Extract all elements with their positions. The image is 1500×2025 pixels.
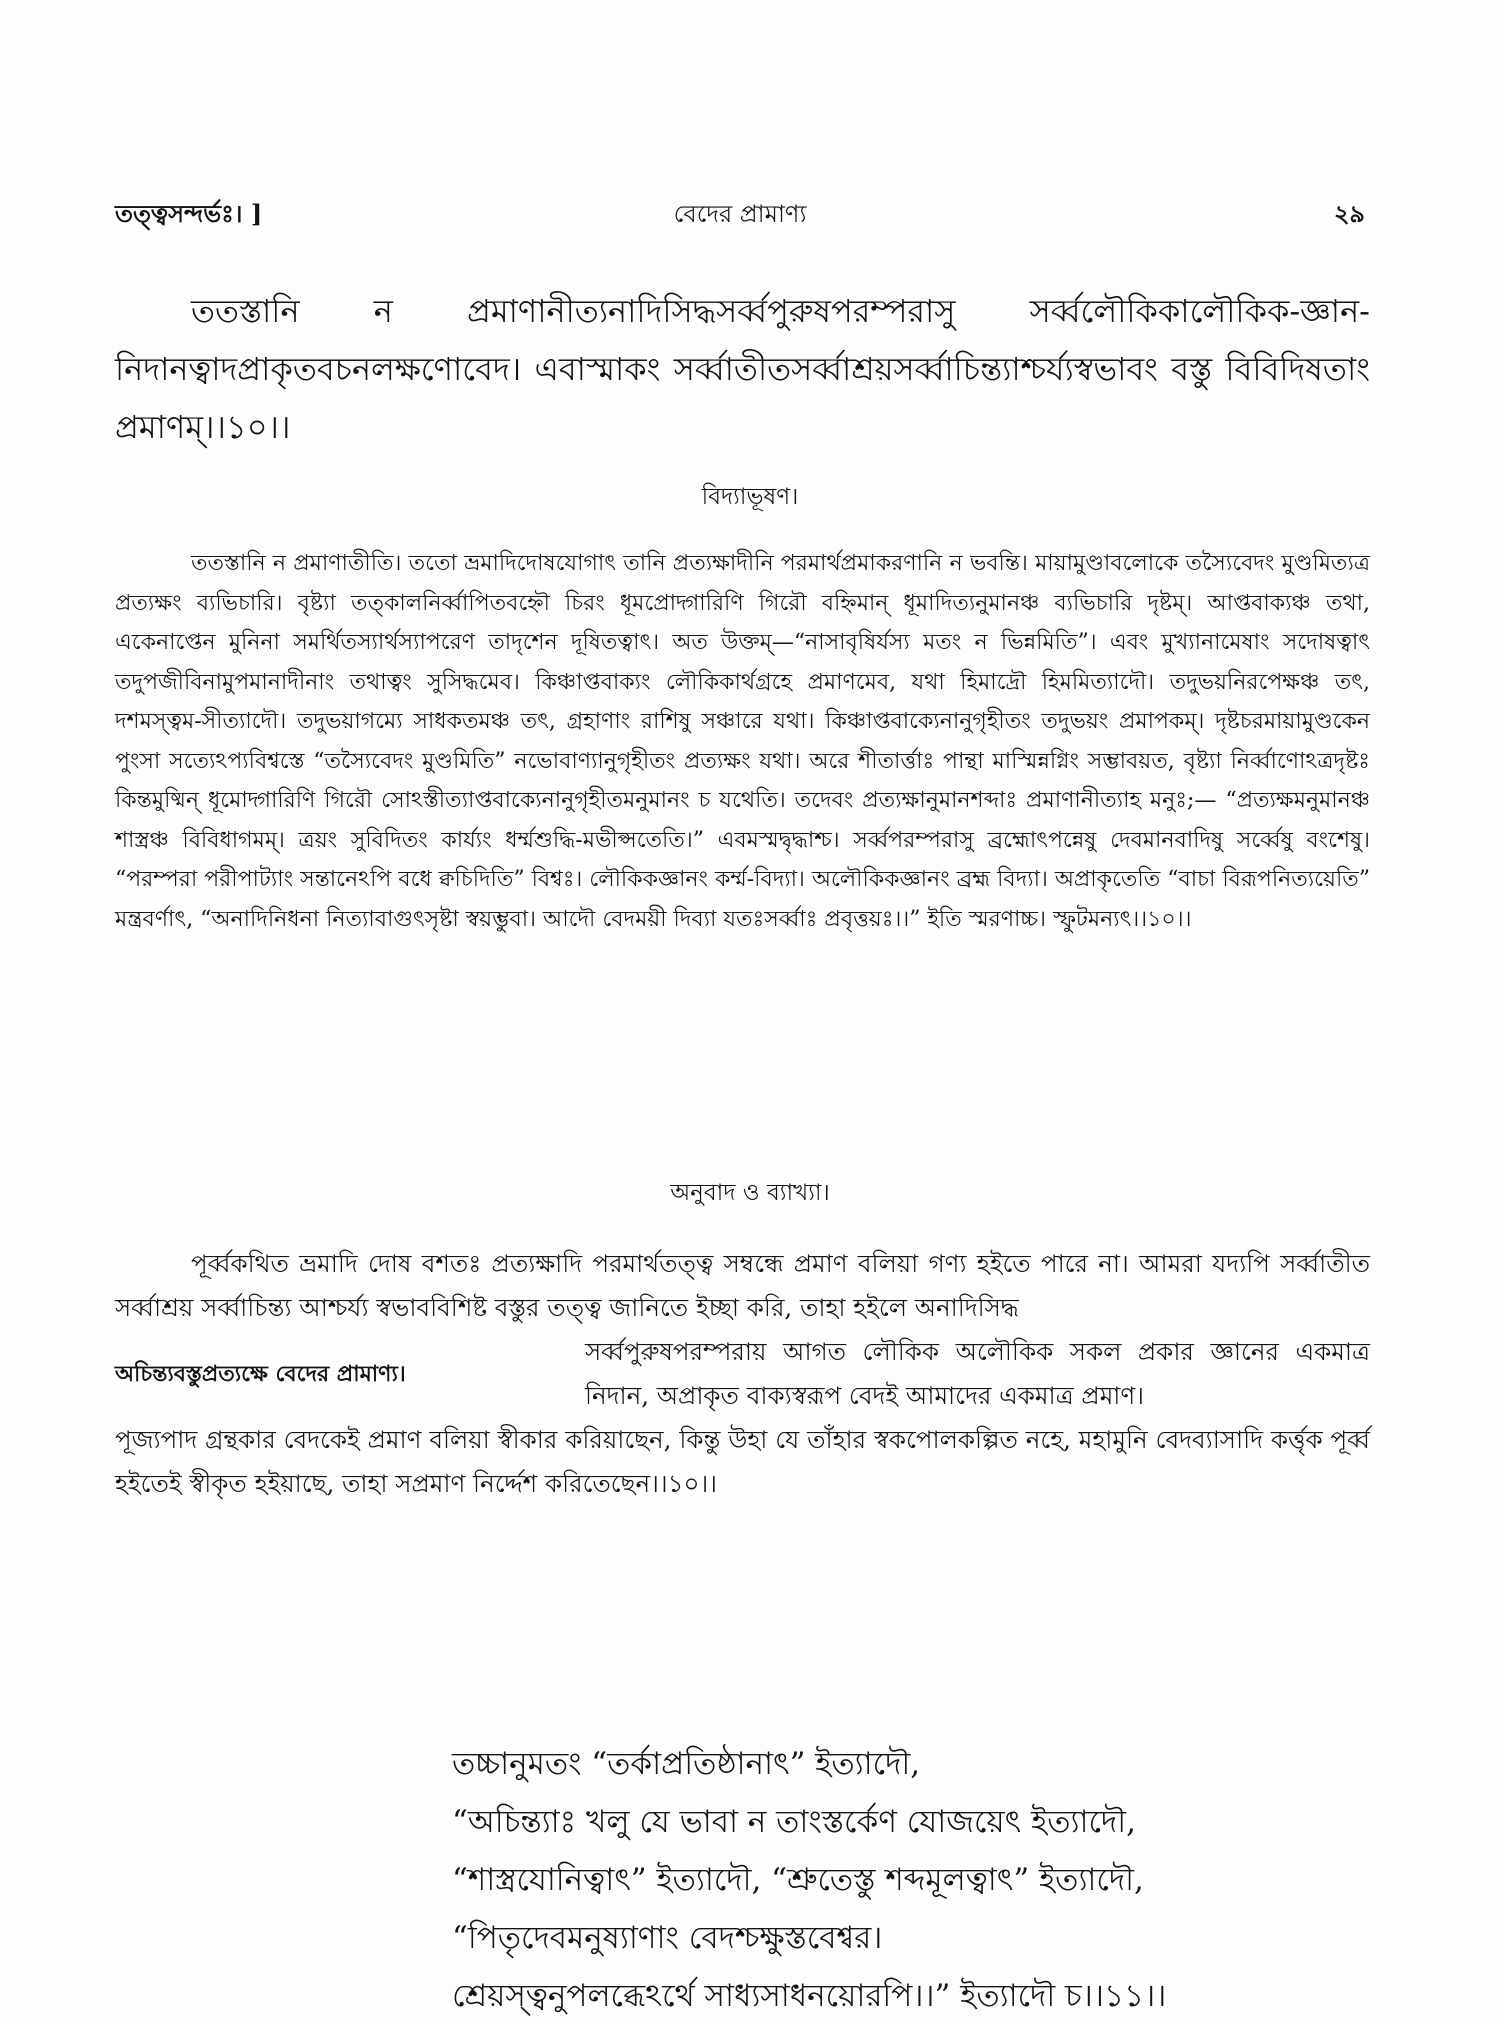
verse-line: “পিতৃদেবমনুষ্যাণাং বেদশ্চক্ষুস্তবেশ্বর। [452, 1920, 883, 1956]
running-head-left: তত্ত্বসন্দর্ভঃ। ] [115, 199, 263, 228]
main-sanskrit-text: ততস্তানি ন প্রমাণানীত্যনাদিসিদ্ধসর্ব্বপুরুষপরম্পরাসু সর্ব্বলৌকিকালৌকিক-জ্ঞান-নিদানত্বাদপ্রাকৃতবচনলক্ষণোবেদ। এবাস্মাকং সর্ব্বাতীতসর্ব্বাশ্রয়সর্ব্বাচিন্ত্যাশ্চর্য্যস্বভাবং বস্তু বিবিদিষতাং প্রমাণম্।।১০।। [115, 292, 1370, 446]
verse-line: “শাস্ত্রযোনিত্বাৎ” ইত্যাদৌ, “শ্রুতেস্তু শব্দমূলত্বাৎ” ইত্যাদৌ, [452, 1862, 1144, 1898]
running-head-title: বেদের প্রামাণ্য [673, 200, 807, 228]
verse-line: তচ্চানুমতং “তর্কাপ্রতিষ্ঠানাৎ” ইত্যাদৌ, [452, 1746, 921, 1782]
commentary-heading: বিদ্যাভূষণ। [701, 484, 799, 510]
translation-paragraph-continued: পূজ্যপাদ গ্রন্থকার বেদকেই প্রমাণ বলিয়া স্বীকার করিয়াছেন, কিন্তু উহা যে তাঁহার স্বকপোলকল্পিত নহে, মহামুনি বেদব্যাসাদি কর্ত্তৃক পূর্ব্ব হইতেই স্বীকৃত হইয়াছে, তাহা সপ্রমাণ নির্দ্দেশ করিতেছেন।।১০।। [115, 1425, 1370, 1498]
translation-heading: অনুবাদ ও ব্যাখ্যা। [670, 1180, 830, 1206]
verse-block [452, 1735, 1372, 2025]
translation-paragraph: পূর্ব্বকথিত ভ্রমাদি দোষ বশতঃ প্রত্যক্ষাদি পরমার্থতত্ত্ব সম্বন্ধে প্রমাণ বলিয়া গণ্য হইতে পারে না। আমরা যদ্যপি সর্ব্বাতীত সর্ব্বাশ্রয় সর্ব্বাচিন্ত্য আশ্চর্য্য স্বভাববিশিষ্ট বস্তুর তত্ত্ব জানিতে ইচ্ছা করি, তাহা হইলে অনাদিসিদ্ধ [115, 1249, 1370, 1322]
verse-line: “অচিন্ত্যাঃ খলু যে ভাবা ন তাংস্তর্কেণ যোজয়েৎ ইত্যাদৌ, [452, 1804, 1136, 1840]
translation-section [115, 1242, 1370, 1506]
page-header [115, 196, 1365, 236]
verse-line: শ্রেয়স্ত্বনুপলব্ধেঽর্থে সাধ্যসাধনয়োরপি।।” ইত্যাদৌ চ।।১১।। [452, 1978, 1167, 2014]
translation-side-text: সর্ব্বপুরুষপরম্পরায় আগত লৌকিক অলৌকিক সকল প্রকার জ্ঞানের একমাত্র নিদান, অপ্রাকৃত বাক্যস্বরূপ বেদই আমাদের একমাত্র প্রমাণ। [585, 1337, 1370, 1410]
side-note: অচিন্ত্যবস্তুপ্রত্যক্ষে বেদের প্রামাণ্য। [115, 1361, 406, 1387]
page-number: ২৯ [1333, 199, 1365, 228]
side-note-row [115, 1330, 1370, 1418]
commentary-text: ততস্তানি ন প্রমাণাতীতি। ততো ভ্রমাদিদোষযোগাৎ তানি প্রত্যক্ষাদীনি পরমার্থপ্রমাকরণানি ন ভবন্তি। মায়ামুণ্ডাবলোকে তস্যৈবেদং মুণ্ডমিত্যত্র প্রত্যক্ষং ব্যভিচারি। বৃষ্ট্যা তত্কালনির্ব্বাপিতবহ্নৌ চিরং ধূমপ্রোদ্গারিণি গিরৌ বহ্নিমান্ ধূমাদিত্যনুমানঞ্চ ব্যভিচারি দৃষ্টম্। আপ্তবাক্যঞ্চ তথা, একেনাপ্তেন মুনিনা সমর্থিতস্যার্থস্যাপরেণ তাদৃশেন দূষিতত্বাৎ। অত উক্তম্—“নাসাবৃষির্যস্য মতং ন ভিন্নমিতি”। এবং মুখ্যানামেষাং সদোষত্বাৎ তদুপজীবিনামুপমানাদীনাং তথাত্বং সুসিদ্ধমেব। কিঞ্চাপ্তবাক্যং লৌকিকার্থগ্রহে প্রমাণমেব, যথা হিমাদ্রৌ হিমমিত্যাদৌ। তদুভয়নিরপেক্ষঞ্চ তৎ, দশমস্ত্বম-সীত্যাদৌ। তদুভয়াগম্যে সাধকতমঞ্চ তৎ, গ্রহাণাং রাশিষু সঞ্চারে যথা। কিঞ্চাপ্তবাক্যেনানুগৃহীতং তদুভয়ং প্রমাপকম্। দৃষ্টচরমায়ামুণ্ডকেন পুংসা সত্যেঽপ্যবিশ্বস্তে “তস্যৈবেদং মুণ্ডমিতি” নভোবাণ্যানুগৃহীতং প্রত্যক্ষং যথা। অরে শীতার্ত্তাঃ পান্থা মাস্মিন্নগ্নিং সম্ভাবয়ত, বৃষ্ট্যা নির্ব্বাণোঽত্রদৃষ্টঃ কিন্তমুষ্মিন্ ধূমোদ্গারিণি গিরৌ সোঽস্তীত্যাপ্তবাক্যেনানুগৃহীতমনুমানং চ যথেতি। তদেবং প্রত্যক্ষানুমানশব্দাঃ প্রমাণানীত্যাহ মনুঃ;— “প্রত্যক্ষমনুমানঞ্চ শাস্ত্রঞ্চ বিবিধাগমম্। ত্রয়ং সুবিদিতং কার্য্যং ধর্ম্মশুদ্ধি-মভীপ্সতেতি।” এবমস্মদ্বৃদ্ধাশ্চ। সর্ব্বপরম্পরাসু ব্রহ্মোৎপন্নেষু দেবমানবাদিষু সর্ব্বেষু বংশেষু। “পরম্পরা পরীপাট্যাং সন্তানেঽপি বধে ক্বচিদিতি” বিশ্বঃ। লৌকিকজ্ঞানং কর্ম্ম-বিদ্যা। অলৌকিকজ্ঞানং ব্রহ্ম বিদ্যা। অপ্রাকৃতেতি “বাচা বিরূপনিত্যয়েতি” মন্ত্রবর্ণাৎ, “অনাদিনিধনা নিত্যাবাগুৎসৃষ্টা স্বয়ম্ভুবা। আদৌ বেদময়ী দিব্যা যতঃসর্ব্বাঃ প্রবৃত্তয়ঃ।।” ইতি স্মরণাচ্চ। স্ফুটমন্যৎ।।১০।। [115, 551, 1370, 932]
